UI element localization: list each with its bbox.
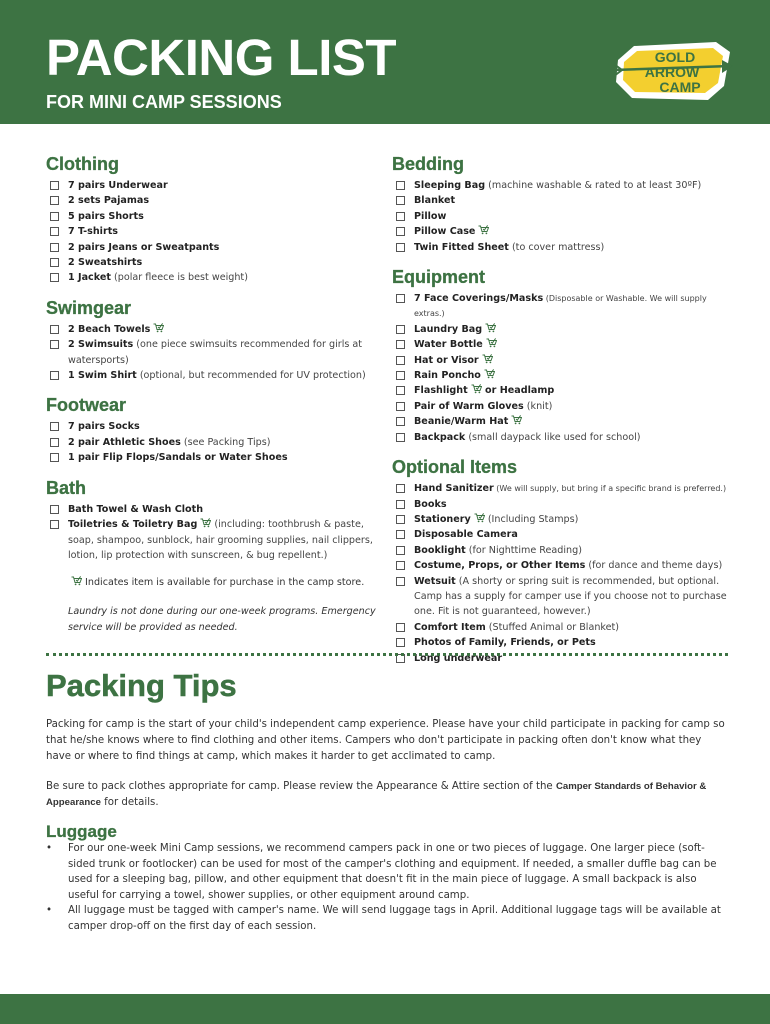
section-bath bbox=[46, 476, 382, 564]
item-name: 1 Jacket bbox=[68, 272, 111, 284]
item-description: (one piece swimsuits recommended for girls at watersports) bbox=[68, 339, 363, 366]
item-description: (including: toothbrush & paste, soap, shampoo, sunblock, hair grooming supplies, nail clippers, lotion, lip protection with sunscreen, & bug repellent.) bbox=[68, 519, 373, 561]
gold-arrow-camp-logo bbox=[612, 30, 734, 106]
checklist-item bbox=[392, 574, 732, 620]
checklist bbox=[46, 502, 382, 564]
item-name: 2 Sweatshirts bbox=[68, 257, 143, 269]
item-name: Rain Poncho bbox=[414, 370, 481, 382]
page-subtitle: FOR MINI CAMP SESSIONS bbox=[46, 92, 282, 112]
checklist-item bbox=[392, 178, 732, 193]
shopping-cart-icon bbox=[474, 513, 485, 523]
standards-reference: Camper Standards of Behavior & Appearance bbox=[46, 781, 707, 808]
shopping-cart-icon bbox=[482, 354, 493, 364]
shopping-cart-icon bbox=[478, 225, 489, 235]
checklist-item bbox=[392, 224, 732, 239]
footer-bar bbox=[0, 994, 770, 1024]
shopping-cart-icon bbox=[485, 323, 496, 333]
checklist-item bbox=[46, 255, 382, 270]
checklist-item bbox=[392, 383, 732, 398]
item-description: (small daypack like used for school) bbox=[465, 431, 641, 443]
item-description: (for dance and theme days) bbox=[585, 560, 723, 572]
item-name: 1 Swim Shirt bbox=[68, 370, 137, 382]
checkbox-icon[interactable] bbox=[50, 181, 59, 190]
appearance-text-before: Be sure to pack clothes appropriate for camp. Please review the Appearance & Attire section of the bbox=[46, 781, 556, 792]
item-name: Booklight bbox=[414, 544, 466, 556]
checklist-item bbox=[46, 193, 382, 208]
checkbox-icon[interactable] bbox=[396, 386, 405, 395]
checkbox-icon[interactable] bbox=[50, 212, 59, 221]
checklist-item bbox=[46, 450, 382, 465]
logo-line-3: CAMP bbox=[659, 79, 701, 95]
section-divider bbox=[46, 653, 728, 656]
checklist-item bbox=[392, 414, 732, 429]
item-name: Backpack bbox=[414, 431, 466, 443]
item-name: Twin Fitted Sheet bbox=[414, 241, 509, 253]
shopping-cart-icon bbox=[484, 369, 495, 379]
checkbox-icon[interactable] bbox=[50, 422, 59, 431]
checkbox-icon[interactable] bbox=[396, 294, 405, 303]
laundry-note: Laundry is not done during our one-week programs. Emergency service will be provided as needed. bbox=[68, 606, 376, 633]
item-description: (A shorty or spring suit is recommended, but optional. Camp has a supply for camper use if you choose not to purchase one. Fit is not guaranteed, however.) bbox=[414, 575, 727, 618]
checklist bbox=[392, 291, 732, 445]
item-name: Bath Towel & Wash Cloth bbox=[68, 503, 204, 515]
item-description: (see Packing Tips) bbox=[180, 436, 271, 448]
luggage-heading: Luggage bbox=[46, 822, 117, 841]
checklist-item bbox=[46, 517, 382, 563]
shopping-cart-icon bbox=[200, 518, 211, 528]
item-name: Flashlight bbox=[414, 385, 468, 397]
item-name: Hat or Visor bbox=[414, 354, 479, 366]
item-name: Pair of Warm Gloves bbox=[414, 400, 524, 412]
item-name: Comfort Item bbox=[414, 621, 486, 633]
checklist-item bbox=[392, 635, 732, 650]
luggage-bullet: • All luggage must be tagged with camper's name. We will send luggage tags in April. Additional luggage tags will be available at camper drop-off on the first day of each session. bbox=[46, 903, 726, 934]
item-description: (Stuffed Animal or Blanket) bbox=[485, 621, 620, 633]
checkbox-icon[interactable] bbox=[396, 515, 405, 524]
checkbox-icon[interactable] bbox=[50, 505, 59, 514]
item-description: (Including Stamps) bbox=[484, 513, 579, 525]
checklist-item bbox=[392, 543, 732, 558]
checkbox-icon[interactable] bbox=[396, 227, 405, 236]
checklist-item bbox=[392, 337, 732, 352]
item-name: 2 pairs Jeans or Sweatpants bbox=[68, 241, 220, 253]
checkbox-icon[interactable] bbox=[396, 638, 405, 647]
section-heading-bath: Bath bbox=[46, 477, 86, 498]
checkbox-icon[interactable] bbox=[396, 371, 405, 380]
checkbox-icon[interactable] bbox=[396, 530, 405, 539]
checklist-item bbox=[392, 291, 732, 322]
checklist-item bbox=[392, 527, 732, 542]
right-column bbox=[392, 152, 732, 676]
checklist-item bbox=[46, 419, 382, 434]
header-banner bbox=[0, 0, 770, 124]
item-name: Costume, Props, or Other Items bbox=[414, 560, 586, 572]
item-name-suffix: or Headlamp bbox=[481, 385, 555, 397]
item-name: 2 Beach Towels bbox=[68, 323, 151, 335]
item-name: Pillow Case bbox=[414, 226, 476, 238]
item-name: 5 pairs Shorts bbox=[68, 210, 144, 222]
checkbox-icon[interactable] bbox=[396, 212, 405, 221]
checklist-item bbox=[46, 270, 382, 285]
packing-tips-heading: Packing Tips bbox=[46, 668, 237, 703]
checkbox-icon[interactable] bbox=[396, 417, 405, 426]
checklist-item bbox=[392, 322, 732, 337]
checklist-item bbox=[46, 209, 382, 224]
item-description: (Disposable or Washable. We will supply extras.) bbox=[414, 294, 707, 319]
shopping-cart-icon bbox=[153, 323, 164, 333]
section-heading-swimgear: Swimgear bbox=[46, 297, 132, 318]
checkbox-icon[interactable] bbox=[50, 520, 59, 529]
luggage-list bbox=[46, 841, 726, 935]
item-name: Stationery bbox=[414, 513, 471, 525]
item-description: (for Nighttime Reading) bbox=[465, 544, 582, 556]
checklist-item bbox=[392, 209, 732, 224]
section-clothing bbox=[46, 152, 382, 286]
item-name: 7 T-shirts bbox=[68, 226, 118, 238]
checklist bbox=[392, 178, 732, 255]
checkbox-icon[interactable] bbox=[396, 484, 405, 493]
shopping-cart-icon bbox=[71, 576, 82, 586]
appearance-paragraph bbox=[46, 779, 726, 811]
item-name: 2 sets Pajamas bbox=[68, 195, 150, 207]
luggage-bullet: • For our one-week Mini Camp sessions, we recommend campers pack in one or two pieces of luggage. One larger piece (soft-sided trunk or footlocker) can be used for most of the camper's clothing and equipment. If needed, a smaller duffle bag can be used for a sleeping bag, pillow, and other equipment that doesn't fit in the main piece of luggage. A small backpack is also useful for carrying a towel, shower supplies, or other equipment around camp. bbox=[46, 841, 726, 903]
item-name: Sleeping Bag bbox=[414, 180, 486, 191]
checkbox-icon[interactable] bbox=[396, 402, 405, 411]
checkbox-icon[interactable] bbox=[396, 356, 405, 365]
item-name: Pillow bbox=[414, 210, 447, 222]
item-description: (polar fleece is best weight) bbox=[110, 272, 248, 284]
item-name: Laundry Bag bbox=[414, 323, 483, 335]
checklist-item bbox=[392, 430, 732, 445]
checkbox-icon[interactable] bbox=[50, 243, 59, 252]
checkbox-icon[interactable] bbox=[396, 623, 405, 632]
section-bedding bbox=[392, 152, 732, 255]
left-column bbox=[46, 152, 382, 635]
checklist-item bbox=[46, 435, 382, 450]
checkbox-icon[interactable] bbox=[396, 181, 405, 190]
checkbox-icon[interactable] bbox=[50, 438, 59, 447]
section-heading-footwear: Footwear bbox=[46, 395, 127, 416]
checkbox-icon[interactable] bbox=[50, 453, 59, 462]
checklist-item bbox=[392, 399, 732, 414]
checklist-item bbox=[392, 353, 732, 368]
checklist-item bbox=[392, 240, 732, 255]
checkbox-icon[interactable] bbox=[396, 340, 405, 349]
checklist-item bbox=[46, 368, 382, 383]
item-description: (machine washable & rated to at least 30ºF) bbox=[485, 180, 702, 191]
page-title: PACKING LIST bbox=[46, 29, 397, 86]
item-name: Toiletries & Toiletry Bag bbox=[68, 519, 198, 531]
checkbox-icon[interactable] bbox=[50, 196, 59, 205]
checkbox-icon[interactable] bbox=[396, 196, 405, 205]
checklist-item bbox=[392, 368, 732, 383]
section-equipment bbox=[392, 265, 732, 445]
item-name: 2 Swimsuits bbox=[68, 339, 134, 351]
item-name: 7 pairs Underwear bbox=[68, 180, 168, 191]
checkbox-icon[interactable] bbox=[50, 325, 59, 334]
item-name: 1 pair Flip Flops/Sandals or Water Shoes bbox=[68, 452, 288, 464]
checklist-item bbox=[392, 497, 732, 512]
checklist-item bbox=[46, 322, 382, 337]
item-name: 2 pair Athletic Shoes bbox=[68, 436, 181, 448]
checkbox-icon[interactable] bbox=[396, 433, 405, 442]
checkbox-icon[interactable] bbox=[396, 577, 405, 586]
section-heading-equipment: Equipment bbox=[392, 267, 485, 288]
checkbox-icon[interactable] bbox=[50, 227, 59, 236]
checklist bbox=[46, 178, 382, 286]
item-name: 7 Face Coverings/Masks bbox=[414, 293, 544, 305]
shopping-cart-icon bbox=[486, 338, 497, 348]
checklist bbox=[392, 481, 732, 666]
item-name: Books bbox=[414, 498, 447, 510]
shopping-cart-icon bbox=[471, 384, 482, 394]
item-name: Blanket bbox=[414, 195, 456, 207]
item-name: Hand Sanitizer bbox=[414, 483, 494, 495]
item-name: 7 pairs Socks bbox=[68, 421, 140, 433]
checkbox-icon[interactable] bbox=[396, 561, 405, 570]
checkbox-icon[interactable] bbox=[50, 340, 59, 349]
checkbox-icon[interactable] bbox=[396, 325, 405, 334]
logo-line-2: ARROW bbox=[644, 64, 700, 80]
checkbox-icon[interactable] bbox=[50, 258, 59, 267]
item-name: Water Bottle bbox=[414, 339, 483, 351]
section-swimgear bbox=[46, 296, 382, 384]
checkbox-icon[interactable] bbox=[396, 500, 405, 509]
checklist-item bbox=[46, 337, 382, 368]
item-description: (knit) bbox=[523, 400, 553, 412]
item-name: Wetsuit bbox=[414, 575, 456, 587]
shopping-cart-icon bbox=[511, 415, 522, 425]
logo-line-1: GOLD bbox=[654, 49, 696, 65]
checkbox-icon[interactable] bbox=[396, 546, 405, 555]
checklist-item bbox=[46, 240, 382, 255]
item-description: (We will supply, but bring if a specific brand is preferred.) bbox=[493, 484, 727, 494]
checklist-item bbox=[392, 193, 732, 208]
packing-tips-paragraph: Packing for camp is the start of your child's independent camp experience. Please have your child participate in packing for camp so that he/she knows where to find clothing and other items. Campers who don't participate in packing often don't know what they have or where to find things at camp, which makes it harder to get acclimated to camp. bbox=[46, 719, 725, 762]
store-legend-text: Indicates item is available for purchase in the camp store. bbox=[82, 577, 365, 589]
section-optional-items bbox=[392, 455, 732, 666]
item-name: Long underwear bbox=[414, 652, 503, 664]
item-description: (optional, but recommended for UV protection) bbox=[136, 370, 366, 382]
checklist-item bbox=[46, 502, 382, 517]
item-description: (to cover mattress) bbox=[508, 241, 605, 253]
checklist-item bbox=[392, 620, 732, 635]
store-legend bbox=[68, 575, 382, 590]
checklist-item bbox=[392, 481, 732, 496]
section-heading-clothing: Clothing bbox=[46, 154, 119, 174]
item-name: Photos of Family, Friends, or Pets bbox=[414, 637, 596, 649]
checkbox-icon[interactable] bbox=[50, 371, 59, 380]
checklist bbox=[46, 419, 382, 465]
checklist-item bbox=[46, 224, 382, 239]
checkbox-icon[interactable] bbox=[50, 273, 59, 282]
section-heading-optional-items: Optional Items bbox=[392, 457, 518, 478]
checklist-item bbox=[392, 512, 732, 527]
section-footwear bbox=[46, 393, 382, 465]
checkbox-icon[interactable] bbox=[396, 243, 405, 252]
section-heading-bedding: Bedding bbox=[392, 154, 464, 174]
appearance-text-after: for details. bbox=[100, 797, 159, 808]
checklist-item bbox=[392, 558, 732, 573]
item-name: Beanie/Warm Hat bbox=[414, 416, 509, 428]
checklist-item bbox=[46, 178, 382, 193]
item-name: Disposable Camera bbox=[414, 529, 518, 541]
checklist bbox=[46, 322, 382, 384]
